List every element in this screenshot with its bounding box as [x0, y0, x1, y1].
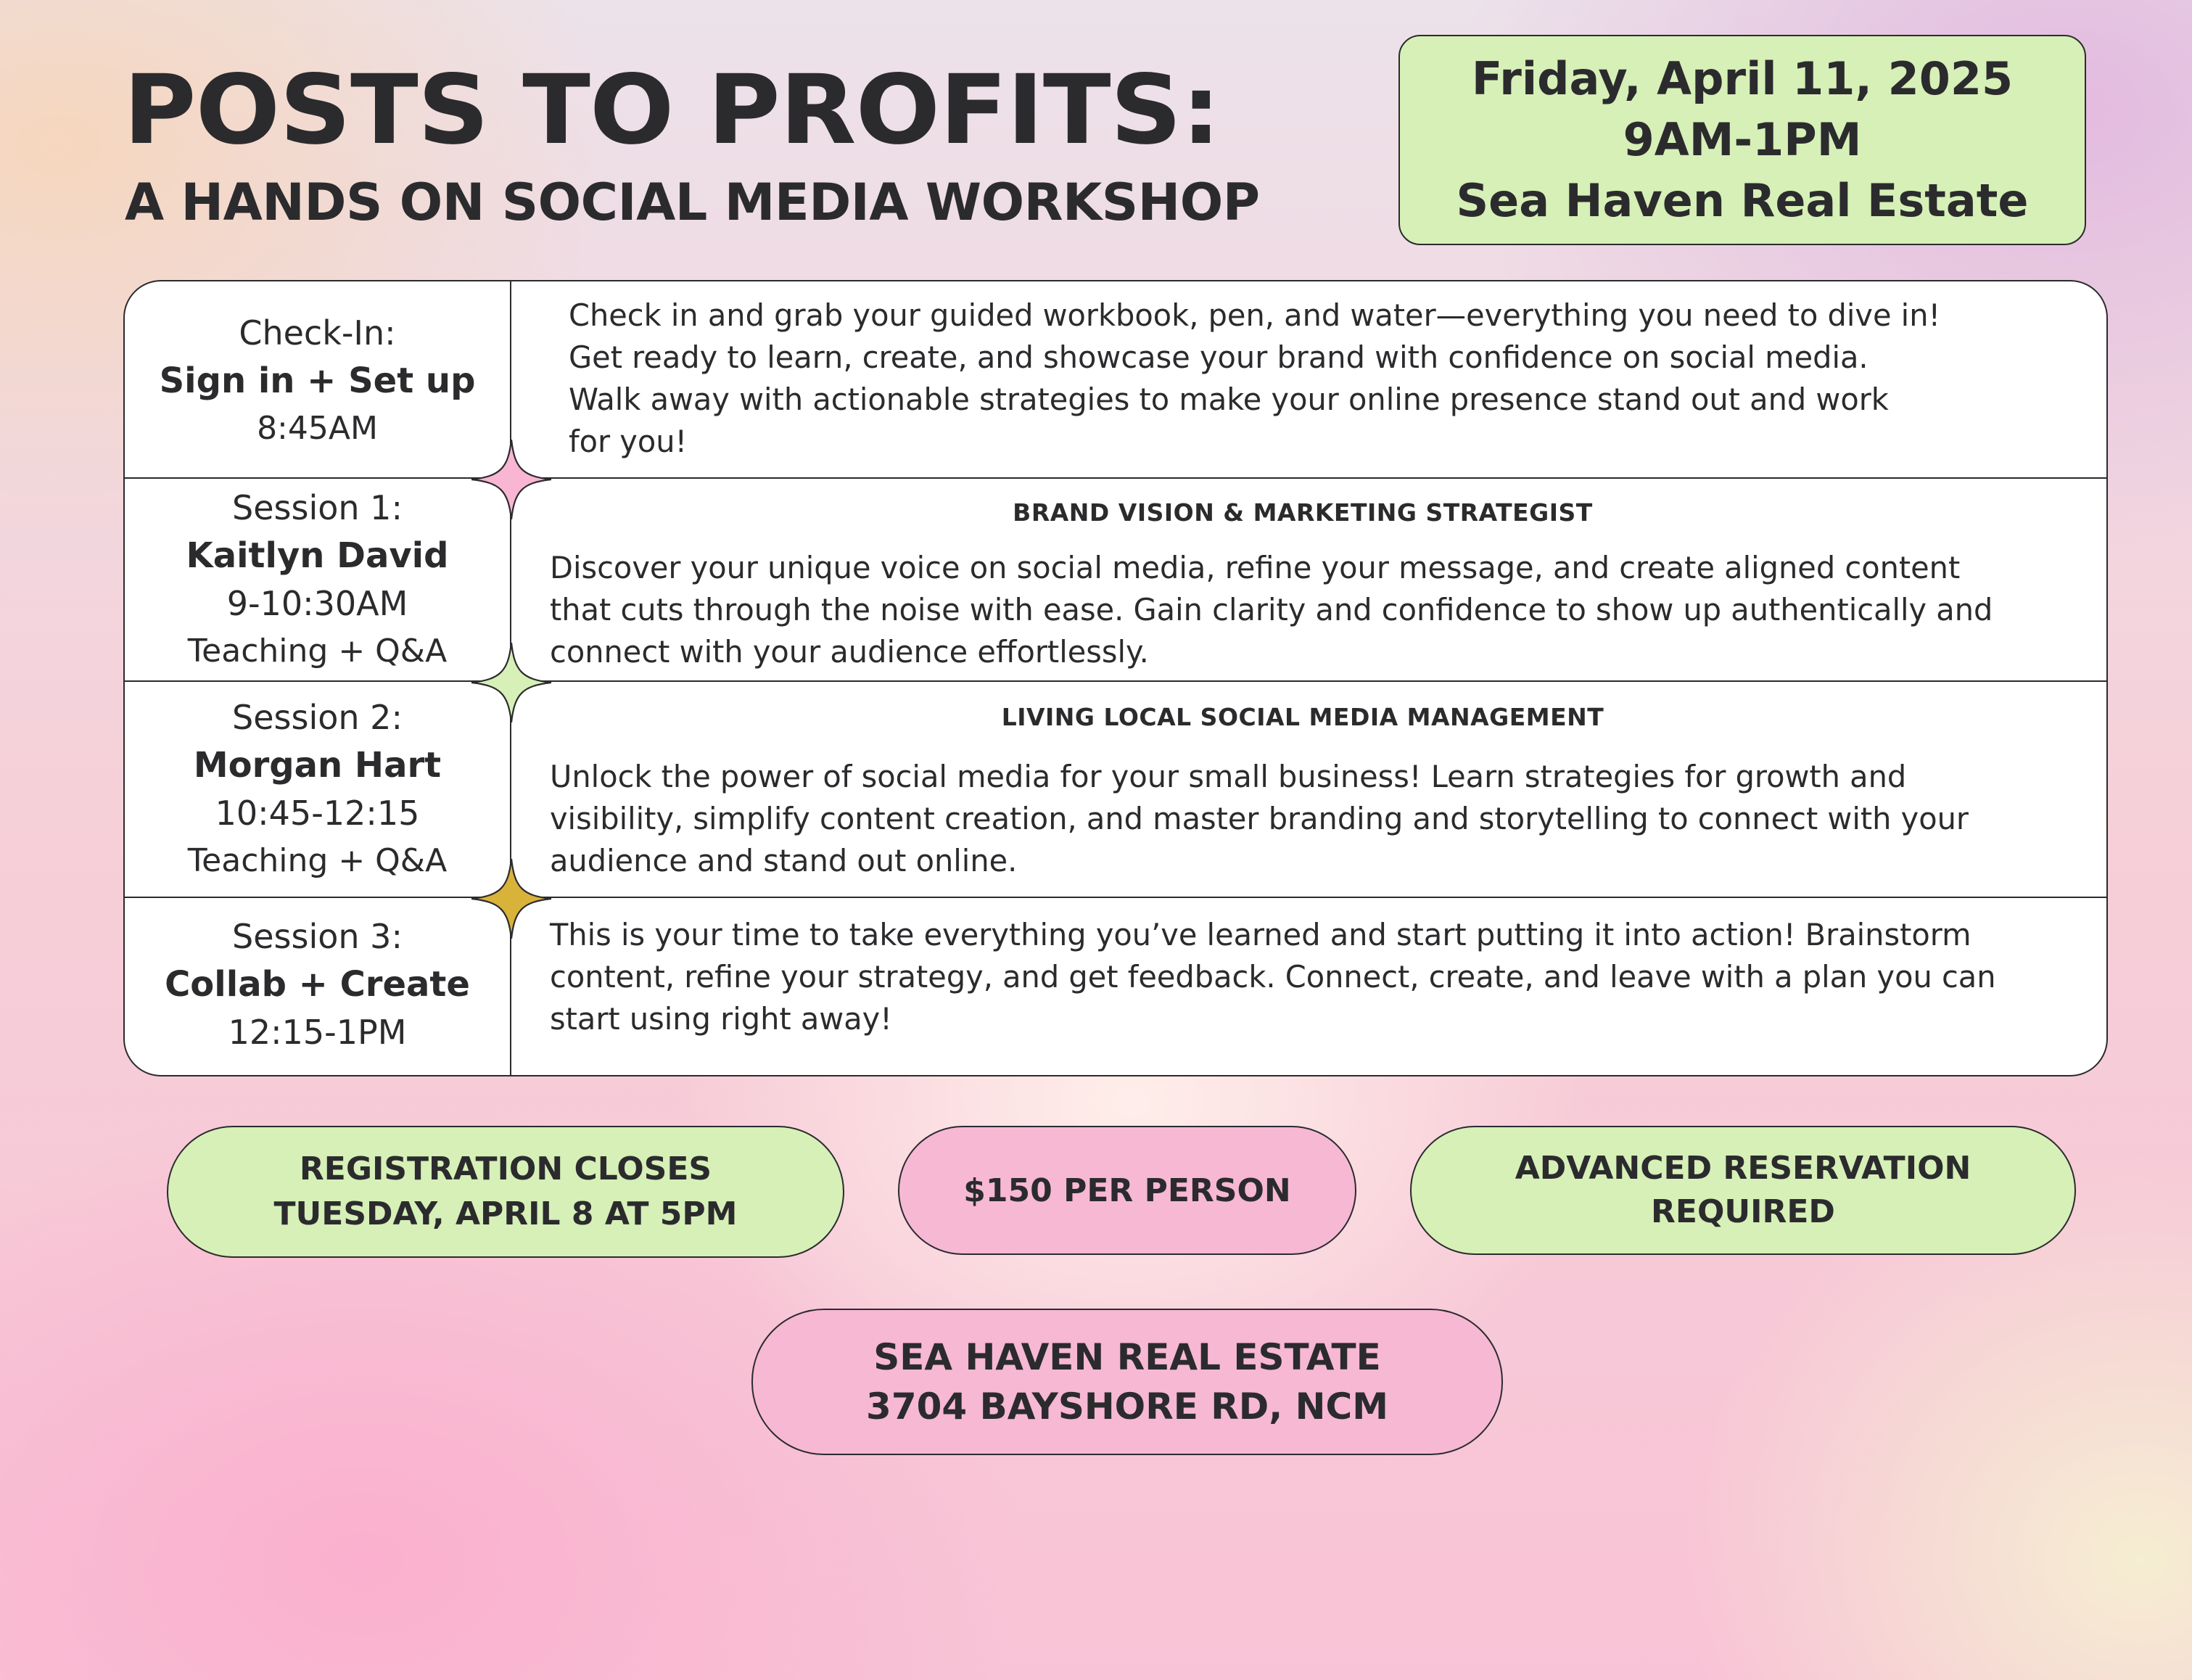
- row-name: Morgan Hart: [193, 745, 442, 786]
- row-label: Session 3:: [232, 917, 403, 956]
- sparkle-pink-icon: [471, 440, 551, 519]
- row-description-line: This is your time to take everything you’ve learned and start putting it into action! Brainstorm: [550, 917, 1971, 952]
- schedule-row-checkin: [125, 281, 2106, 477]
- row-label: Check-In:: [239, 313, 396, 353]
- schedule-row-session-1: [125, 479, 2106, 680]
- row-time: 9-10:30AM: [226, 584, 408, 623]
- row-time: 12:15-1PM: [228, 1013, 407, 1052]
- row-description-line: visibility, simplify content creation, and master branding and storytelling to connect with your: [550, 801, 1969, 836]
- price-text: $150 PER PERSON: [963, 1172, 1291, 1209]
- session-heading: BRAND VISION & MARKETING STRATEGIST: [1013, 498, 1593, 527]
- row-description-line: connect with your audience effortlessly.: [550, 634, 1149, 670]
- row-name: Kaitlyn David: [186, 535, 449, 576]
- price-pill: [898, 1126, 1356, 1255]
- page-title: POSTS TO PROFITS:: [123, 54, 1221, 166]
- row-description-line: for you!: [569, 424, 688, 459]
- row-description-line: Unlock the power of social media for your small business! Learn strategies for growth and: [550, 759, 1907, 794]
- row-format: Teaching + Q&A: [187, 842, 448, 879]
- row-description-line: start using right away!: [550, 1001, 892, 1037]
- location-line: SEA HAVEN REAL ESTATE: [873, 1336, 1381, 1378]
- session-heading: LIVING LOCAL SOCIAL MEDIA MANAGEMENT: [1001, 703, 1604, 731]
- registration-line: TUESDAY, APRIL 8 AT 5PM: [273, 1195, 738, 1232]
- row-name: Sign in + Set up: [159, 361, 476, 401]
- sparkle-green-icon: [471, 643, 551, 722]
- row-label: Session 1:: [232, 488, 403, 527]
- row-description-line: Walk away with actionable strategies to make your online presence stand out and work: [569, 382, 1889, 417]
- row-description-line: content, refine your strategy, and get feedback. Connect, create, and leave with a plan you can: [550, 959, 1996, 995]
- schedule-row-session-2: [125, 682, 2106, 897]
- reservation-line: REQUIRED: [1651, 1193, 1835, 1230]
- event-date: Friday, April 11, 2025: [1471, 52, 2014, 105]
- location-pill: [751, 1309, 1503, 1455]
- event-venue: Sea Haven Real Estate: [1456, 174, 2029, 227]
- page-subtitle: A HANDS ON SOCIAL MEDIA WORKSHOP: [125, 173, 1260, 232]
- event-details-box: [1398, 35, 2086, 245]
- row-description-line: that cuts through the noise with ease. Gain clarity and confidence to show up authentically and: [550, 592, 1993, 627]
- row-description-line: Get ready to learn, create, and showcase your brand with confidence on social media.: [569, 339, 1868, 375]
- reservation-pill: [1410, 1126, 2076, 1255]
- sparkle-gold-icon: [471, 859, 551, 939]
- row-description-line: Check in and grab your guided workbook, pen, and water—everything you need to dive in!: [569, 297, 1941, 333]
- location-line: 3704 BAYSHORE RD, NCM: [866, 1385, 1388, 1428]
- reservation-line: ADVANCED RESERVATION: [1515, 1150, 1971, 1187]
- row-label: Session 2:: [232, 698, 403, 737]
- row-description-line: audience and stand out online.: [550, 843, 1018, 878]
- registration-deadline-pill: [167, 1126, 844, 1258]
- row-name: Collab + Create: [165, 964, 470, 1005]
- schedule-row-session-3: [125, 898, 2106, 1076]
- row-format: Teaching + Q&A: [187, 633, 448, 670]
- event-time: 9AM-1PM: [1623, 113, 1862, 166]
- row-time: 8:45AM: [257, 410, 378, 447]
- schedule-table: [123, 280, 2108, 1076]
- row-time: 10:45-12:15: [215, 794, 420, 833]
- row-description-line: Discover your unique voice on social media, refine your message, and create aligned content: [550, 550, 1961, 585]
- registration-line: REGISTRATION CLOSES: [299, 1150, 712, 1187]
